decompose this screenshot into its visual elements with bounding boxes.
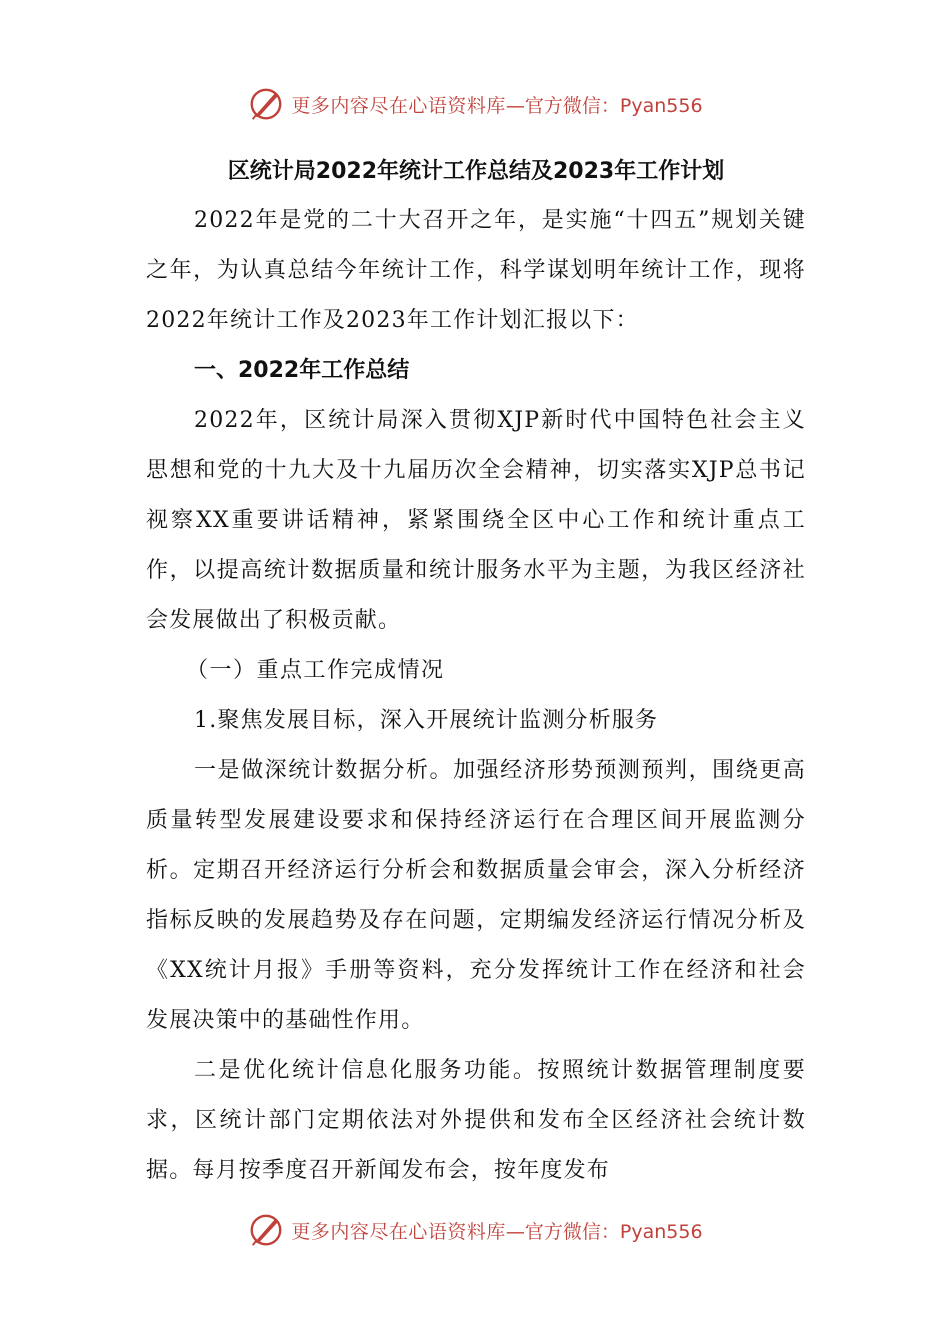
section1-heading: 一、2022年工作总结 xyxy=(194,358,410,383)
item1-heading: 1.聚焦发展目标，深入开展统计监测分析服务 xyxy=(194,708,659,733)
document-body xyxy=(146,148,806,1196)
item1-paragraph-1: 一是做深统计数据分析。加强经济形势预测预判，围绕更高质量转型发展建设要求和保持经济运行在合理区间开展监测分析。定期召开经济运行分析会和数据质量会审会，深入分析经济指标反映的发展趋势及存在问题，定期编发经济运行情况分析及《XX统计月报》手册等资料，充分发挥统计工作在经济和社会发展决策中的基础性作用。 xyxy=(146,758,806,1033)
item1-paragraph-2: 二是优化统计信息化服务功能。按照统计数据管理制度要求，区统计部门定期依法对外提供和发布全区经济社会统计数据。每月按季度召开新闻发布会，按年度发布 xyxy=(146,1058,806,1183)
intro-paragraph: 2022年是党的二十大召开之年，是实施“十四五”规划关键之年，为认真总结今年统计工作，科学谋划明年统计工作，现将2022年统计工作及2023年工作计划汇报以下： xyxy=(146,208,806,333)
watermark-sub-text: —官方微信：Pyan556 xyxy=(505,94,703,117)
quill-pen-logo-icon xyxy=(247,85,285,123)
subsection1-heading: （一）重点工作完成情况 xyxy=(186,658,445,683)
watermark-sub-text: —官方微信：Pyan556 xyxy=(505,1220,703,1243)
watermark-main-text: 更多内容尽在心语资料库 xyxy=(291,1220,506,1243)
watermark-header xyxy=(0,84,950,124)
document-title: 区统计局2022年统计工作总结及2023年工作计划 xyxy=(227,159,725,184)
section1-paragraph: 2022年，区统计局深入贯彻XJP新时代中国特色社会主义思想和党的十九大及十九届历次全会精神，切实落实XJP总书记视察XX重要讲话精神，紧紧围绕全区中心工作和统计重点工作，以提高统计数据质量和统计服务水平为主题，为我区经济社会发展做出了积极贡献。 xyxy=(146,408,806,633)
quill-pen-logo-icon xyxy=(247,1211,285,1249)
watermark-footer xyxy=(0,1210,950,1250)
watermark-main-text: 更多内容尽在心语资料库 xyxy=(291,94,506,117)
